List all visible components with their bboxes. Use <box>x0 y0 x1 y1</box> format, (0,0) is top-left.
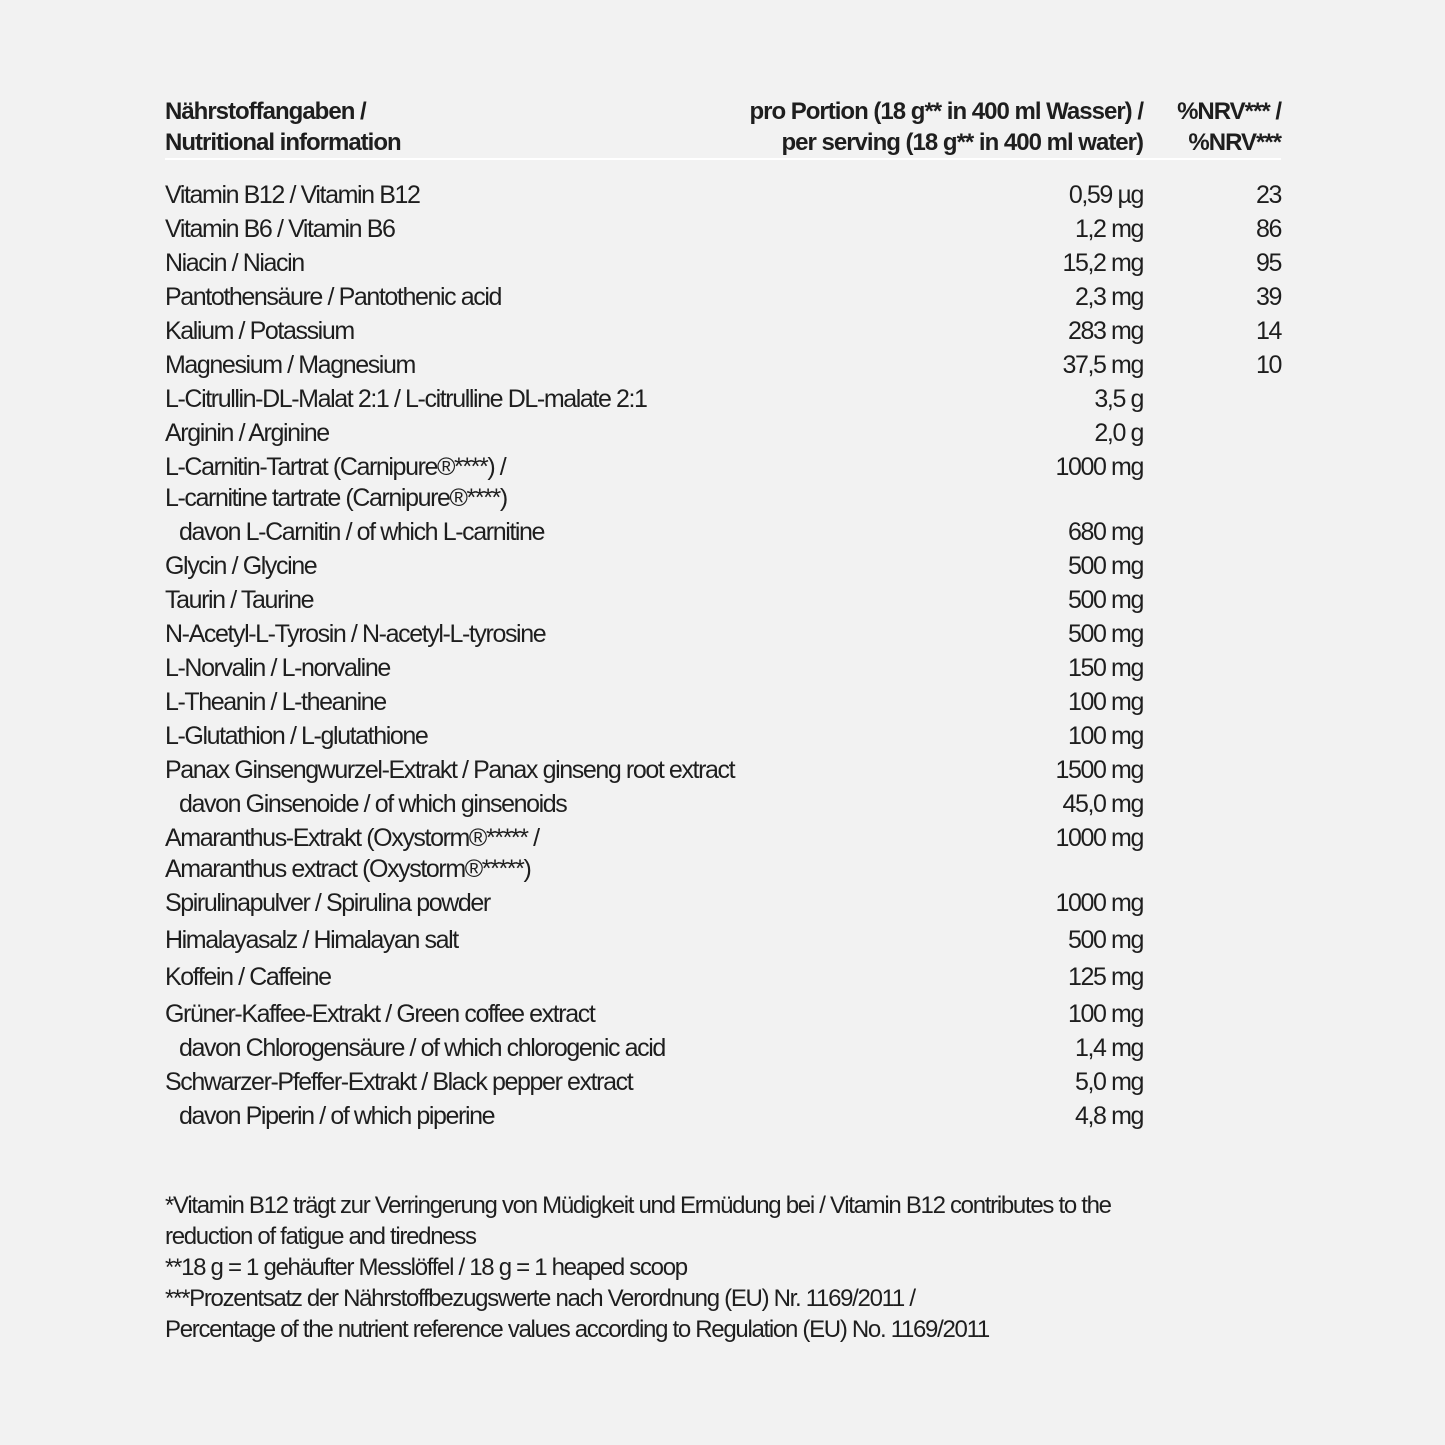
nutrient-nrv: 39 <box>1255 283 1281 311</box>
nutrient-name: N-Acetyl-L-Tyrosin / N-acetyl-L-tyrosine <box>165 620 546 648</box>
nutrient-name: L-Glutathion / L-glutathione <box>165 722 428 750</box>
nutrient-amount: 5,0 mg <box>1074 1068 1143 1096</box>
table-row <box>165 753 1281 787</box>
nutrient-amount: 37,5 mg <box>1062 351 1143 379</box>
nutrient-amount: 15,2 mg <box>1062 249 1143 277</box>
nutrient-amount: 680 mg <box>1068 518 1143 546</box>
nutrient-nrv: 86 <box>1255 215 1281 243</box>
nutrient-name: Glycin / Glycine <box>165 552 317 580</box>
nutrient-amount: 500 mg <box>1068 552 1143 580</box>
table-row <box>165 382 1281 416</box>
table-body <box>165 178 1281 1133</box>
nutrient-nrv: 10 <box>1255 351 1281 379</box>
table-row <box>165 821 1281 886</box>
nutrient-name: Kalium / Potassium <box>165 317 354 345</box>
nutrient-amount: 1,2 mg <box>1074 215 1143 243</box>
table-row <box>165 549 1281 583</box>
nutrient-name: Arginin / Arginine <box>165 419 329 447</box>
nutrient-amount: 500 mg <box>1068 926 1143 954</box>
nutrient-name: Taurin / Taurine <box>165 586 314 614</box>
table-row <box>165 1031 1281 1065</box>
nutrient-amount: 150 mg <box>1068 654 1143 682</box>
nutrient-amount: 3,5 g <box>1094 385 1143 413</box>
nutrient-amount: 4,8 mg <box>1074 1102 1143 1130</box>
nutrient-amount: 100 mg <box>1068 722 1143 750</box>
table-row <box>165 617 1281 651</box>
nutrient-name: davon Chlorogensäure / of which chlorogenic acid <box>179 1034 665 1062</box>
nutrient-name: Grüner-Kaffee-Extrakt / Green coffee extract <box>165 1000 595 1028</box>
nutrient-name: Vitamin B6 / Vitamin B6 <box>165 215 395 243</box>
nutrient-amount: 100 mg <box>1068 688 1143 716</box>
nutrient-amount: 2,3 mg <box>1074 283 1143 311</box>
table-row <box>165 1065 1281 1099</box>
nutrient-amount: 283 mg <box>1068 317 1143 345</box>
nutrient-name: L-Theanin / L-theanine <box>165 688 386 716</box>
table-row <box>165 719 1281 753</box>
table-row <box>165 997 1281 1031</box>
footnote-serving-size: **18 g = 1 gehäufter Messlöffel / 18 g = 1 heaped scoop <box>165 1254 687 1281</box>
nutrient-nrv: 14 <box>1255 317 1281 345</box>
nutrient-amount: 0,59 µg <box>1068 181 1143 209</box>
table-row <box>165 515 1281 549</box>
nutrient-name: Pantothensäure / Pantothenic acid <box>165 283 502 311</box>
nutrient-name: L-Carnitin-Tartrat (Carnipure®****) / L-carnitine tartrate (Carnipure®****) <box>165 453 507 512</box>
nutrient-name: Spirulinapulver / Spirulina powder <box>165 889 490 917</box>
table-row <box>165 348 1281 382</box>
table-row <box>165 651 1281 685</box>
nutrition-table <box>165 96 1281 1133</box>
nutrient-nrv: 95 <box>1255 249 1281 277</box>
nutrient-name: Magnesium / Magnesium <box>165 351 415 379</box>
nutrient-name: Schwarzer-Pfeffer-Extrakt / Black pepper extract <box>165 1068 633 1096</box>
nutrient-name: Panax Ginsengwurzel-Extrakt / Panax ginseng root extract <box>165 756 735 784</box>
table-row <box>165 314 1281 348</box>
table-row <box>165 960 1281 997</box>
nutrient-name: L-Norvalin / L-norvaline <box>165 654 390 682</box>
nutrient-name: Koffein / Caffeine <box>165 963 331 991</box>
table-row <box>165 450 1281 515</box>
nutrient-amount: 500 mg <box>1068 620 1143 648</box>
header-serving-en: per serving (18 g** in 400 ml water) <box>781 129 1143 156</box>
nutrient-amount: 500 mg <box>1068 586 1143 614</box>
nutrient-nrv: 23 <box>1255 181 1281 209</box>
nutrient-amount: 1000 mg <box>1055 824 1143 852</box>
footnotes <box>165 1190 1165 1345</box>
header-nutrient-column <box>165 96 401 158</box>
header-nutrient-en: Nutritional information <box>165 129 401 156</box>
header-nutrient-de: Nährstoffangaben / <box>165 98 366 125</box>
nutrient-name: Vitamin B12 / Vitamin B12 <box>165 181 420 209</box>
nutrient-name: Himalayasalz / Himalayan salt <box>165 926 458 954</box>
nutrient-amount: 1000 mg <box>1055 453 1143 481</box>
header-nrv-column <box>1177 96 1281 158</box>
table-row <box>165 583 1281 617</box>
header-serving-column <box>749 96 1143 158</box>
header-serving-de: pro Portion (18 g** in 400 ml Wasser) / <box>749 98 1143 125</box>
nutrient-name: Niacin / Niacin <box>165 249 304 277</box>
nutrient-amount: 100 mg <box>1068 1000 1143 1028</box>
table-row <box>165 280 1281 314</box>
table-row <box>165 212 1281 246</box>
nutrient-name: Amaranthus-Extrakt (Oxystorm®***** / Amaranthus extract (Oxystorm®*****) <box>165 824 539 883</box>
table-row <box>165 923 1281 960</box>
table-header <box>165 96 1281 160</box>
table-row <box>165 178 1281 212</box>
nutrient-amount: 2,0 g <box>1094 419 1143 447</box>
nutrient-name: davon L-Carnitin / of which L-carnitine <box>179 518 545 546</box>
footnote-nrv: ***Prozentsatz der Nährstoffbezugswerte nach Verordnung (EU) Nr. 1169/2011 / Percentage of the nutrient reference values according to Regulation (EU) No. 1169/2011 <box>165 1285 989 1343</box>
table-row <box>165 886 1281 923</box>
nutrient-amount: 1500 mg <box>1055 756 1143 784</box>
nutrient-name: davon Piperin / of which piperine <box>179 1102 495 1130</box>
table-row <box>165 787 1281 821</box>
table-row <box>165 685 1281 719</box>
nutrient-amount: 1000 mg <box>1055 889 1143 917</box>
nutrient-amount: 125 mg <box>1068 963 1143 991</box>
nutrient-amount: 45,0 mg <box>1062 790 1143 818</box>
nutrient-amount: 1,4 mg <box>1074 1034 1143 1062</box>
nutrient-name: L-Citrullin-DL-Malat 2:1 / L-citrulline DL-malate 2:1 <box>165 385 647 413</box>
header-nrv-en: %NRV*** <box>1188 129 1281 156</box>
footnote-vitamin-b12: *Vitamin B12 trägt zur Verringerung von Müdigkeit und Ermüdung bei / Vitamin B12 contributes to the reduction of fatigue and tiredness <box>165 1192 1111 1250</box>
table-row <box>165 1099 1281 1133</box>
nutrient-name: davon Ginsenoide / of which ginsenoids <box>179 790 567 818</box>
table-row <box>165 246 1281 280</box>
header-nrv-de: %NRV*** / <box>1177 98 1281 125</box>
table-row <box>165 416 1281 450</box>
